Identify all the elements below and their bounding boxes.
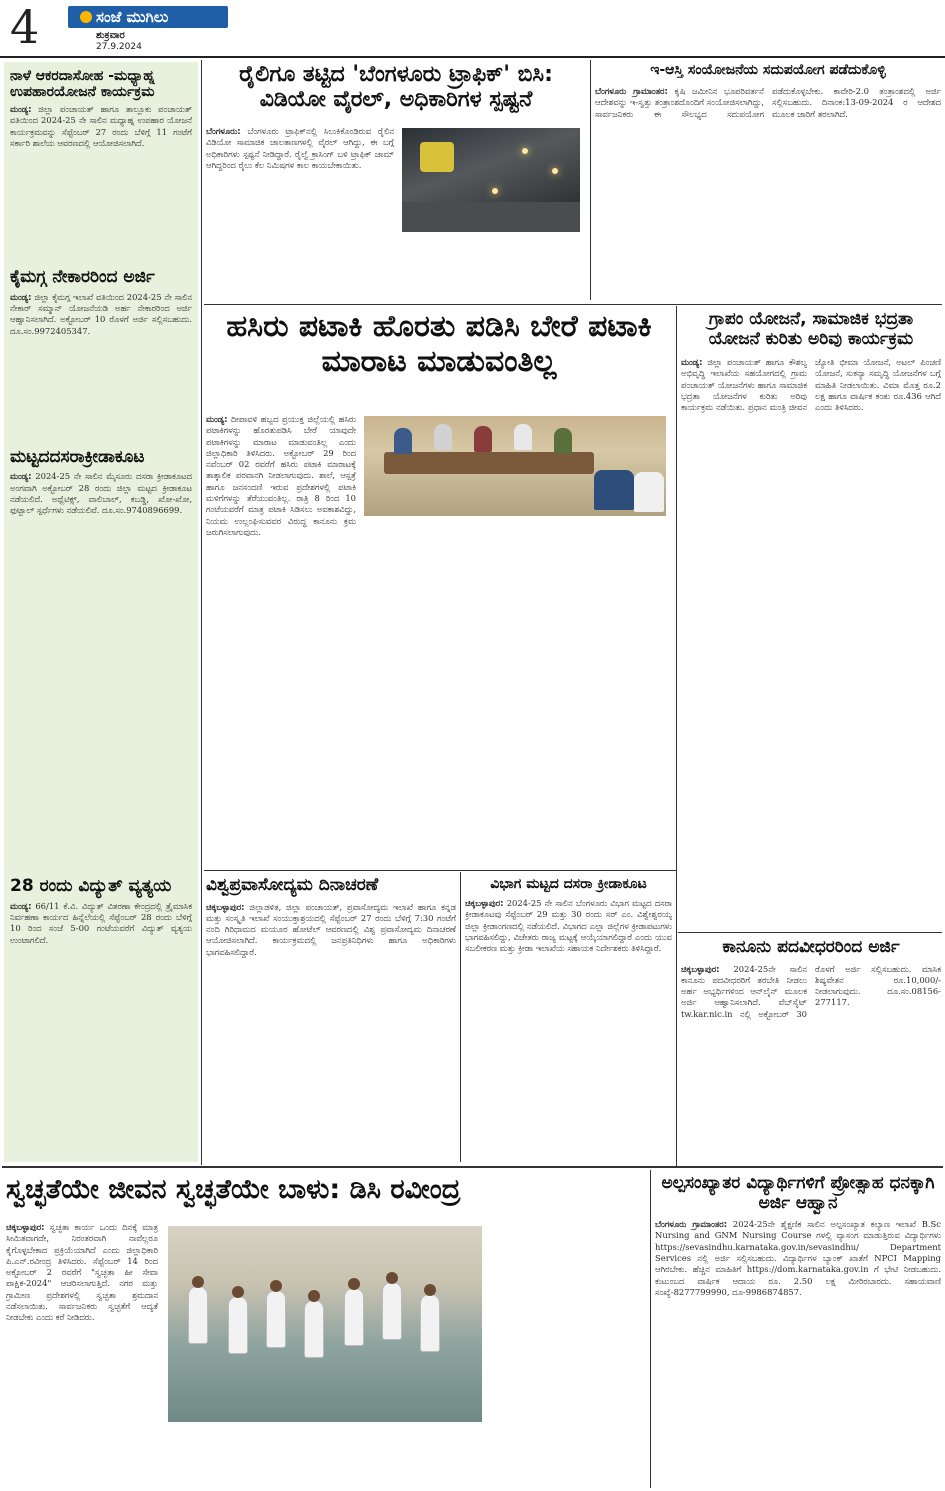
cleanliness-drive-photo xyxy=(168,1226,482,1422)
column-divider xyxy=(676,306,677,1166)
masthead xyxy=(0,0,945,58)
story-traffic xyxy=(206,62,586,302)
story-traffic-body-continued xyxy=(402,238,580,298)
page-number: 4 xyxy=(10,0,40,54)
story-cleanliness-body: ಚಿಕ್ಕಬಳ್ಳಾಪುರ: ಸ್ವಚ್ಛತಾ ಕಾರ್ಯ ಒಂದು ದಿನಕ್ಕೆ ಮಾತ್ರ ಸೀಮಿತವಾಗದೇ, ನಿರಂತರವಾಗಿ ನಾವೆಲ್ಲರೂ ಕೈಗೊಳ್ಳಬೇಕಾದ ಪ್ರಕ್ರಿಯೆಯಾಗಿದೆ ಎಂದು ಜಿಲ್ಲಾಧಿಕಾರಿ ಪಿ.ಎನ್.ರವೀಂದ್ರ ತಿಳಿಸಿದರು. ಸೆಪ್ಟೆಂಬರ್ 14 ರಿಂದ ಅಕ್ಟೋಬರ್ 2 ರವರೆಗೆ "ಸ್ವಚ್ಛತಾ ಹೀ ಸೇವಾ ಪಾಕ್ಷಿಕ-2024" ಆಚರಿಸಲಾಗುತ್ತಿದೆ. ನಗರ ಮತ್ತು ಗ್ರಾಮೀಣ ಪ್ರದೇಶಗಳಲ್ಲಿ ಸ್ವಚ್ಛತಾ ಶ್ರಮದಾನ ನಡೆಸಲಾಯಿತು. ಸಾರ್ವಜನಿಕರು ಸ್ವಚ್ಛತೆಗೆ ಆದ್ಯತೆ ನೀಡಬೇಕು ಎಂದು ಕರೆ ನೀಡಿದರು. xyxy=(6,1222,158,1323)
story-power-cut-body: ಮಂಡ್ಯ: 66/11 ಕೆ.ವಿ. ವಿದ್ಯುತ್ ವಿತರಣಾ ಕೇಂದ್ರದಲ್ಲಿ ತ್ರೈಮಾಸಿಕ ನಿರ್ವಹಣಾ ಕಾರ್ಯದ ಹಿನ್ನೆಲೆಯಲ್ಲಿ ಸೆಪ್ಟೆಂಬರ್ 28 ರಂದು ಬೆಳಿಗ್ಗೆ 10 ರಿಂದ ಸಂಜೆ 5-00 ಗಂಟೆಯವರೆಗೆ ವಿದ್ಯುತ್ ವ್ಯತ್ಯಯ ಉಂಟಾಗಲಿದೆ. xyxy=(10,900,192,945)
story-green-crackers-body-col2 xyxy=(364,522,510,852)
story-weavers-body: ಮಂಡ್ಯ: ಜಿಲ್ಲಾ ಕೈಮಗ್ಗ ಇಲಾಖೆ ವತಿಯಿಂದ 2024-25 ನೇ ಸಾಲಿನ ನೇಕಾರ್ ಸಮ್ಮಾನ್ ಯೋಜನೆಯಡಿ ಅರ್ಹ ನೇಕಾರರಿಂದ ಅರ್ಜಿ ಆಹ್ವಾನಿಸಲಾಗಿದೆ. ಅಕ್ಟೋಬರ್ 10 ರೊಳಗೆ ಅರ್ಜಿ ಸಲ್ಲಿಸಬಹುದು. ದೂ.ಸಂ.9972405347. xyxy=(10,291,192,336)
story-green-crackers-body: ಮಂಡ್ಯ: ದೀಪಾವಳಿ ಹಬ್ಬದ ಪ್ರಯುಕ್ತ ಜಿಲ್ಲೆಯಲ್ಲಿ ಹಸಿರು ಪಟಾಕಿಗಳನ್ನು ಹೊರತುಪಡಿಸಿ ಬೇರೆ ಯಾವುದೇ ಪಟಾಕಿಗಳನ್ನು ಮಾರಾಟ ಮಾಡುವಂತಿಲ್ಲ ಎಂದು ಜಿಲ್ಲಾಧಿಕಾರಿ ತಿಳಿಸಿದರು. ಅಕ್ಟೋಬರ್ 29 ರಿಂದ ನವೆಂಬರ್ 02 ರವರೆಗೆ ಹಸಿರು ಪಟಾಕಿ ಮಾರಾಟಕ್ಕೆ ತಾತ್ಕಾಲಿಕ ಪರವಾನಗಿ ನೀಡಲಾಗುವುದು. ಶಾಲೆ, ಆಸ್ಪತ್ರೆ ಹಾಗೂ ಜನಸಂದಣಿ ಇರುವ ಪ್ರದೇಶಗಳಲ್ಲಿ ಪಟಾಕಿ ಮಳಿಗೆಗಳನ್ನು ತೆರೆಯುವಂತಿಲ್ಲ. ರಾತ್ರಿ 8 ರಿಂದ 10 ಗಂಟೆಯವರೆಗೆ ಮಾತ್ರ ಪಟಾಕಿ ಸಿಡಿಸಲು ಅವಕಾಶವಿದ್ದು, ನಿಯಮ ಉಲ್ಲಂಘಿಸುವವರ ವಿರುದ್ಧ ಕಾನೂನು ಕ್ರಮ ಜರುಗಿಸಲಾಗುವುದು. xyxy=(206,414,356,537)
story-cleanliness-body-col2 xyxy=(490,1222,642,1484)
story-minority-students xyxy=(655,1174,941,1488)
story-district-sports-body: ಮಂಡ್ಯ: 2024-25 ನೇ ಸಾಲಿನ ಮೈಸೂರು ದಸರಾ ಕ್ರೀಡಾಕೂಟದ ಅಂಗವಾಗಿ ಅಕ್ಟೋಬರ್ 28 ರಂದು ಜಿಲ್ಲಾ ಮಟ್ಟದ ಕ್ರೀಡಾಕೂಟ ನಡೆಯಲಿದೆ. ಅಥ್ಲೆಟಿಕ್ಸ್, ವಾಲಿಬಾಲ್, ಕಬಡ್ಡಿ, ಖೋ-ಖೋ, ಫುಟ್ಬಾಲ್ ಸ್ಪರ್ಧೆಗಳು ನಡೆಯಲಿವೆ. ದೂ.ಸಂ.9740896699. xyxy=(10,471,192,516)
story-e-asset-title: ಇ-ಆಸ್ತಿ ಸಂಯೋಜನೆಯ ಸದುಪಯೋಗ ಪಡೆದುಕೊಳ್ಳಿ xyxy=(650,62,886,78)
column-divider xyxy=(201,60,202,1165)
column-divider xyxy=(650,1170,651,1488)
traffic-train-photo xyxy=(402,128,580,232)
story-law-graduates-body: ಚಿಕ್ಕಬಳ್ಳಾಪುರ: 2024-25ನೇ ಸಾಲಿನ ಕಾನೂನು ಪದವೀಧರರಿಗೆ ತರಬೇತಿ ನೀಡಲು ಅರ್ಹ ಅಭ್ಯರ್ಥಿಗಳಿಂದ ಆನ್‌ಲೈನ್ ಮೂಲಕ ಅರ್ಜಿ ಆಹ್ವಾನಿಸಲಾಗಿದೆ. ವೆಬ್‌ಸೈಟ್ tw.kar.nic.in ನಲ್ಲಿ ಅಕ್ಟೋಬರ್ 30 ರೊಳಗೆ ಅರ್ಜಿ ಸಲ್ಲಿಸಬಹುದು. ಮಾಸಿಕ ಶಿಷ್ಯವೇತನ ರೂ.10,000/- ನೀಡಲಾಗುವುದು. ದೂ.ಸಂ.08156-277117. xyxy=(681,963,941,1019)
story-law-graduates xyxy=(681,938,941,1160)
cleanliness-photo-caption xyxy=(168,1428,482,1484)
story-midday-meal-body: ಮಂಡ್ಯ: ಜಿಲ್ಲಾ ಪಂಚಾಯತ್ ಹಾಗೂ ತಾಲ್ಲೂಕು ಪಂಚಾಯತ್ ವತಿಯಿಂದ 2024-25 ನೇ ಸಾಲಿನ ಮಧ್ಯಾಹ್ನ ಉಪಹಾರ ಯೋಜನೆ ಕಾರ್ಯಕ್ರಮವನ್ನು ಸೆಪ್ಟೆಂಬರ್ 27 ರಂದು ಬೆಳಿಗ್ಗೆ 11 ಗಂಟೆಗೆ ಸರ್ಕಾರಿ ಶಾಲೆಯ ಆವರಣದಲ್ಲಿ ಆಯೋಜಿಸಲಾಗಿದೆ. xyxy=(10,104,192,149)
story-cleanliness-title: ಸ್ವಚ್ಛತೆಯೇ ಜೀವನ ಸ್ವಚ್ಛತೆಯೇ ಬಾಳು: ಡಿಸಿ ರವೀಂದ್ರ xyxy=(6,1174,461,1205)
story-minority-students-body: ಬೆಂಗಳೂರು ಗ್ರಾಮಾಂತರ: 2024-25ನೇ ಶೈಕ್ಷಣಿಕ ಸಾಲಿನ ಅಲ್ಪಸಂಖ್ಯಾತ ಕಲ್ಯಾಣ ಇಲಾಖೆ B.Sc Nursing and GNM Nursing Course ಗಳಲ್ಲಿ ವ್ಯಾಸಂಗ ಮಾಡುತ್ತಿರುವ ವಿದ್ಯಾರ್ಥಿಗಳು https://sevasindhu.karnataka.gov.in/sevasindhu/ Department Services ನಲ್ಲಿ ಅರ್ಜಿ ಸಲ್ಲಿಸಬಹುದು. ವಿದ್ಯಾರ್ಥಿಗಳ ಬ್ಯಾಂಕ್ ಖಾತೆಗೆ NPCI Mapping ಆಗಿರಬೇಕು. ಹೆಚ್ಚಿನ ಮಾಹಿತಿಗೆ https://dom.karnataka.gov.in ಗೆ ಭೇಟಿ ನೀಡಬಹುದು. ಕುಟುಂಬದ ವಾರ್ಷಿಕ ಆದಾಯ ರೂ. 2.50 ಲಕ್ಷ ಮೀರಿರಬಾರದು. ಸಹಾಯವಾಣಿ ಸಂಖ್ಯೆ-8277799990, ದೂ-9986874857. xyxy=(655,1219,941,1297)
story-e-asset-body: ಬೆಂಗಳೂರು ಗ್ರಾಮಾಂತರ: ಕೃಷಿ ಜಮೀನಿನ ಭೂಪರಿವರ್ತನೆ ಆದೇಶವನ್ನು ಇ-ಸ್ವತ್ತು ತಂತ್ರಾಂಶದೊಂದಿಗೆ ಸಂಯೋಜಿಸಲಾಗಿದ್ದು, ಸಾರ್ವಜನಿಕರು ಈ ಸೌಲಭ್ಯದ ಸದುಪಯೋಗ ಪಡೆದುಕೊಳ್ಳಬೇಕು. ಕಾವೇರಿ-2.0 ತಂತ್ರಾಂಶದಲ್ಲಿ ಅರ್ಜಿ ಸಲ್ಲಿಸಬಹುದು. ದಿನಾಂಕ:13-09-2024 ರ ಆದೇಶದ ಮೂಲಕ ಜಾರಿಗೆ ತರಲಾಗಿದೆ. xyxy=(595,86,941,119)
issue-date: 27.9.2024 xyxy=(96,42,142,52)
column-divider xyxy=(460,872,461,1162)
section-divider xyxy=(204,304,942,305)
issue-day: ಶುಕ್ರವಾರ xyxy=(96,30,125,41)
left-column xyxy=(4,62,198,1162)
story-gram-panchayat-body: ಮಂಡ್ಯ: ಜಿಲ್ಲಾ ಪಂಚಾಯತ್ ಹಾಗೂ ಕೌಶಲ್ಯ ಅಭಿವೃದ್ಧಿ ಇಲಾಖೆಯ ಸಹಯೋಗದಲ್ಲಿ ಗ್ರಾಮ ಪಂಚಾಯತ್ ಯೋಜನೆಗಳು ಹಾಗೂ ಸಾಮಾಜಿಕ ಭದ್ರತಾ ಯೋಜನೆಗಳ ಕುರಿತು ಅರಿವು ಕಾರ್ಯಕ್ರಮ ನಡೆಯಿತು. ಪ್ರಧಾನ ಮಂತ್ರಿ ಜೀವನ ಜ್ಯೋತಿ ಭೀಮಾ ಯೋಜನೆ, ಅಟಲ್ ಪಿಂಚಣಿ ಯೋಜನೆ, ಸುಕನ್ಯಾ ಸಮೃದ್ಧಿ ಯೋಜನೆಗಳ ಬಗ್ಗೆ ಮಾಹಿತಿ ನೀಡಲಾಯಿತು. ವಿಮಾ ಮೊತ್ತ ರೂ.2 ಲಕ್ಷ ಹಾಗೂ ವಾರ್ಷಿಕ ಕಂತು ರೂ.436 ಆಗಿದೆ ಎಂದು ತಿಳಿಸಿದರು. xyxy=(681,357,941,413)
story-world-tourism-day-body: ಚಿಕ್ಕಬಳ್ಳಾಪುರ: ಜಿಲ್ಲಾಡಳಿತ, ಜಿಲ್ಲಾ ಪಂಚಾಯತ್, ಪ್ರವಾಸೋದ್ಯಮ ಇಲಾಖೆ ಹಾಗೂ ಕನ್ನಡ ಮತ್ತು ಸಂಸ್ಕೃತಿ ಇಲಾಖೆ ಸಂಯುಕ್ತಾಶ್ರಯದಲ್ಲಿ ಸೆಪ್ಟೆಂಬರ್ 27 ರಂದು ಬೆಳಿಗ್ಗೆ 7:30 ಗಂಟೆಗೆ ನಂದಿ ಗಿರಿಧಾಮದ ಮಯೂರ ಹೋಟೆಲ್ ಆವರಣದಲ್ಲಿ ವಿಶ್ವ ಪ್ರವಾಸೋದ್ಯಮ ದಿನಾಚರಣೆ ಆಯೋಜಿಸಲಾಗಿದೆ. ಕಾರ್ಯಕ್ರಮದಲ್ಲಿ ಜನಪ್ರತಿನಿಧಿಗಳು ಹಾಗೂ ಅಧಿಕಾರಿಗಳು ಭಾಗವಹಿಸಲಿದ್ದಾರೆ. xyxy=(206,901,456,957)
story-weavers-title: ಕೈಮಗ್ಗ ನೇಕಾರರಿಂದ ಅರ್ಜಿ xyxy=(10,267,155,288)
story-world-tourism-day xyxy=(206,876,456,1161)
story-minority-students-title: ಅಲ್ಪಸಂಖ್ಯಾತರ ವಿದ್ಯಾರ್ಥಿಗಳಿಗೆ ಪ್ರೋತ್ಸಾಹ ಧನಕ್ಕಾಗಿ ಅರ್ಜಿ ಆಹ್ವಾನ xyxy=(661,1174,935,1213)
story-e-asset xyxy=(595,62,941,302)
story-power-cut-title: 28 ರಂದು ವಿದ್ಯುತ್ ವ್ಯತ್ಯಯ xyxy=(10,876,172,897)
story-green-crackers xyxy=(206,310,672,865)
section-divider xyxy=(204,870,676,871)
story-world-tourism-day-title: ವಿಶ್ವಪ್ರವಾಸೋದ್ಯಮ ದಿನಾಚರಣೆ xyxy=(206,876,379,895)
story-traffic-body: ಬೆಂಗಳೂರು: ಬೆಂಗಳೂರು ಟ್ರಾಫಿಕ್‌ನಲ್ಲಿ ಸಿಲುಕಿಕೊಂಡಿರುವ ರೈಲಿನ ವಿಡಿಯೋ ಸಾಮಾಜಿಕ ಜಾಲತಾಣಗಳಲ್ಲಿ ವೈರಲ್ ಆಗಿದ್ದು, ಈ ಬಗ್ಗೆ ಅಧಿಕಾರಿಗಳು ಸ್ಪಷ್ಟನೆ ನೀಡಿದ್ದಾರೆ. ರೈಲ್ವೆ ಕ್ರಾಸಿಂಗ್ ಬಳಿ ಟ್ರಾಫಿಕ್ ಜಾಮ್ ಆಗಿದ್ದರಿಂದ ರೈಲು ಕೆಲ ನಿಮಿಷಗಳ ಕಾಲ ಕಾಯಬೇಕಾಯಿತು. xyxy=(206,126,394,170)
section-divider xyxy=(2,1166,943,1168)
story-green-crackers-title: ಹಸಿರು ಪಟಾಕಿ ಹೊರತು ಪಡಿಸಿ ಬೇರೆ ಪಟಾಕಿ ಮಾರಾಟ ಮಾಡುವಂತಿಲ್ಲ xyxy=(226,310,652,379)
logo-text: ಸಂಜೆ ಮುಗಿಲು xyxy=(96,8,169,26)
story-gram-panchayat xyxy=(681,310,941,930)
story-midday-meal-title: ನಾಳೆ ಆಕರದಾಸೋಹ -ಮಧ್ಯಾಹ್ನ ಉಪಹಾರಯೋಜನೆ ಕಾರ್ಯಕ್ರಮ xyxy=(10,68,155,101)
story-gram-panchayat-title: ಗ್ರಾಪಂ ಯೋಜನೆ, ಸಾಮಾಜಿಕ ಭದ್ರತಾ ಯೋಜನೆ ಕುರಿತು ಅರಿವು ಕಾರ್ಯಕ್ರಮ xyxy=(708,310,914,349)
story-traffic-title: ರೈಲಿಗೂ ತಟ್ಟಿದ 'ಬೆಂಗಳೂರು ಟ್ರಾಫಿಕ್' ಬಿಸಿ: ವಿಡಿಯೋ ವೈರಲ್, ಅಧಿಕಾರಿಗಳ ಸ್ಪಷ್ಟನೆ xyxy=(239,62,553,113)
column-divider xyxy=(590,60,591,300)
story-division-dasara-sports-body: ಚಿಕ್ಕಬಳ್ಳಾಪುರ: 2024-25 ನೇ ಸಾಲಿನ ಬೆಂಗಳೂರು ವಿಭಾಗ ಮಟ್ಟದ ದಸರಾ ಕ್ರೀಡಾಕೂಟವು ಸೆಪ್ಟೆಂಬರ್ 29 ಮತ್ತು 30 ರಂದು ಸರ್ ಎಂ. ವಿಶ್ವೇಶ್ವರಯ್ಯ ಜಿಲ್ಲಾ ಕ್ರೀಡಾಂಗಣದಲ್ಲಿ ನಡೆಯಲಿದೆ. ವಿಭಾಗದ ಎಲ್ಲಾ ಜಿಲ್ಲೆಗಳ ಕ್ರೀಡಾಪಟುಗಳು ಭಾಗವಹಿಸಲಿದ್ದು, ವಿಜೇತರು ರಾಜ್ಯ ಮಟ್ಟಕ್ಕೆ ಆಯ್ಕೆಯಾಗಲಿದ್ದಾರೆ ಎಂದು ಯುವ ಸಬಲೀಕರಣ ಮತ್ತು ಕ್ರೀಡಾ ಇಲಾಖೆಯ ಸಹಾಯಕ ನಿರ್ದೇಶಕರು ತಿಳಿಸಿದ್ದಾರೆ. xyxy=(465,898,672,954)
logo-sun-icon xyxy=(80,11,92,23)
newspaper-logo xyxy=(68,6,228,28)
story-law-graduates-title: ಕಾನೂನು ಪದವೀಧರರಿಂದ ಅರ್ಜಿ xyxy=(722,938,900,957)
story-division-dasara-sports xyxy=(465,876,672,1161)
story-district-sports-title: ಮಟ್ಟದದಸರಾಕ್ರೀಡಾಕೂಟ xyxy=(10,446,145,467)
section-divider xyxy=(678,932,942,933)
story-green-crackers-body-col3 xyxy=(518,522,668,852)
story-cleanliness xyxy=(6,1174,646,1488)
officials-meeting-photo xyxy=(364,416,666,516)
story-division-dasara-sports-title: ವಿಭಾಗ ಮಟ್ಟದ ದಸರಾ ಕ್ರೀಡಾಕೂಟ xyxy=(490,876,647,892)
